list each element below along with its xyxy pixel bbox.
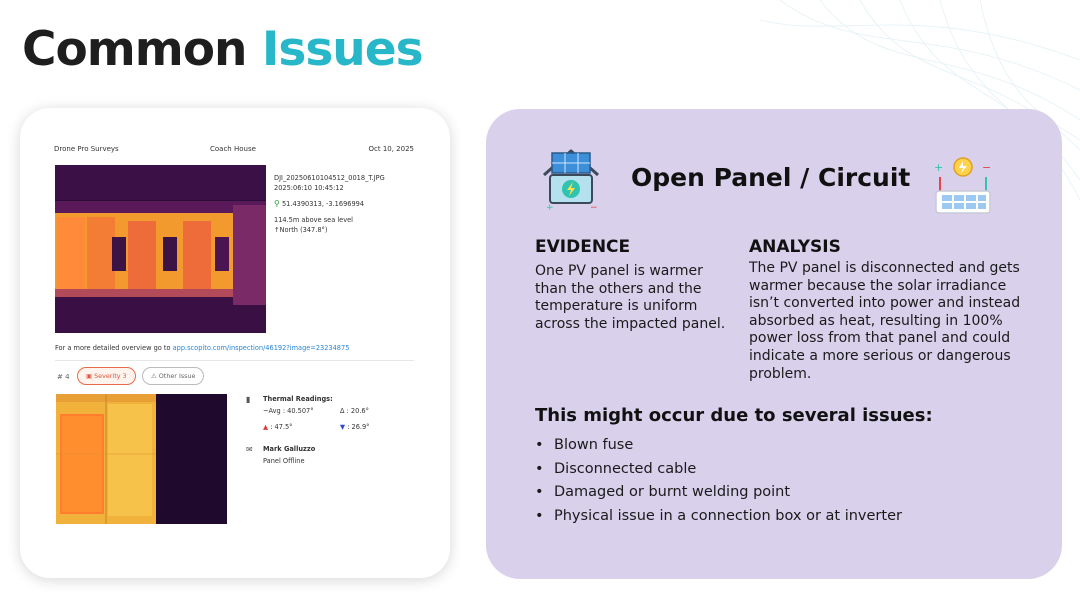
image-filename: DJI_20250610104512_0018_T.JPG	[274, 174, 385, 182]
inspection-report-card	[20, 108, 450, 578]
list-item: • Damaged or burnt welding point	[535, 484, 902, 508]
reading-max-row	[263, 423, 292, 431]
issue-type-label: Other Issue	[158, 372, 196, 380]
svg-text:−: −	[590, 203, 598, 211]
report-header	[54, 145, 414, 157]
analysis-text: The PV panel is disconnected and gets warmer because the solar irradiance isn’t converted into power and instead absorbed as heat, resulting in 100% power loss from that panel and could indicate a more serious or dangerous problem.	[749, 260, 1021, 382]
list-item: • Blown fuse	[535, 437, 902, 461]
issue-explanation-card	[486, 109, 1062, 579]
causes-heading: This might occur due to several issues:	[535, 405, 933, 426]
svg-text:+: +	[546, 203, 554, 211]
detail-link-prefix: For a more detailed overview go to	[55, 344, 171, 352]
detail-link[interactable]: app.scopito.com/inspection/46192?image=23234875	[172, 344, 350, 352]
report-divider	[55, 360, 414, 361]
thermal-readings	[246, 395, 406, 469]
reading-average: ~Avg : 40.507°	[263, 407, 314, 415]
image-coordinates-row	[274, 199, 385, 209]
detail-link-line	[55, 344, 349, 352]
page-title-word-issues: Issues	[261, 22, 423, 77]
issue-number: # 4	[57, 373, 70, 381]
comment-text: Panel Offline	[263, 457, 305, 465]
image-datetime: 2025:06:10 10:45:12	[274, 184, 344, 192]
solar-panel-charging-icon	[538, 145, 604, 211]
causes-list	[535, 437, 902, 531]
north-arrow-icon: ↑	[274, 226, 280, 234]
reading-min-row	[340, 423, 369, 431]
severity-icon: ▣	[86, 372, 93, 380]
circuit-bulb-icon	[932, 157, 994, 217]
thermal-image-overview	[55, 165, 266, 333]
image-heading: North (347.8°)	[279, 226, 328, 234]
report-location: Coach House	[210, 145, 256, 153]
list-item: • Physical issue in a connection box or at inverter	[535, 508, 902, 532]
image-metadata	[274, 173, 385, 235]
issue-title: Open Panel / Circuit	[631, 163, 911, 192]
report-company: Drone Pro Surveys	[54, 145, 119, 153]
evidence-text: One PV panel is warmer than the others and the temperature is uniform across the impacted panel.	[535, 263, 726, 332]
list-item: • Disconnected cable	[535, 461, 902, 485]
image-altitude: 114.5m above sea level	[274, 216, 354, 224]
warning-icon: ⚠	[151, 372, 157, 380]
comment-author: Mark Galluzzo	[263, 445, 316, 453]
report-date: Oct 10, 2025	[368, 145, 414, 153]
severity-badge[interactable]	[77, 367, 136, 385]
thermal-image-closeup	[56, 394, 227, 524]
location-pin-icon: ⚲	[274, 199, 280, 208]
up-arrow-icon: ▲	[263, 423, 269, 431]
severity-label: Severity 3	[94, 372, 127, 380]
evidence-heading: EVIDENCE	[535, 237, 631, 257]
svg-text:+: +	[934, 161, 944, 174]
thermal-readings-title: Thermal Readings:	[263, 395, 333, 403]
page-title	[22, 20, 423, 80]
issue-type-badge[interactable]	[142, 367, 204, 385]
reading-delta: Δ : 20.6°	[340, 407, 369, 415]
image-heading-row	[274, 225, 385, 235]
page-title-word-common: Common	[22, 22, 247, 77]
comment-icon: ✉	[246, 445, 253, 454]
svg-text:−: −	[982, 161, 992, 174]
thermometer-icon: ▮	[246, 395, 251, 404]
down-arrow-icon: ▼	[340, 423, 346, 431]
analysis-heading: ANALYSIS	[749, 237, 841, 257]
reading-min: : 26.9°	[347, 423, 370, 431]
reading-max: : 47.5°	[270, 423, 293, 431]
image-coordinates: 51.4390313, -3.1696994	[281, 200, 365, 208]
